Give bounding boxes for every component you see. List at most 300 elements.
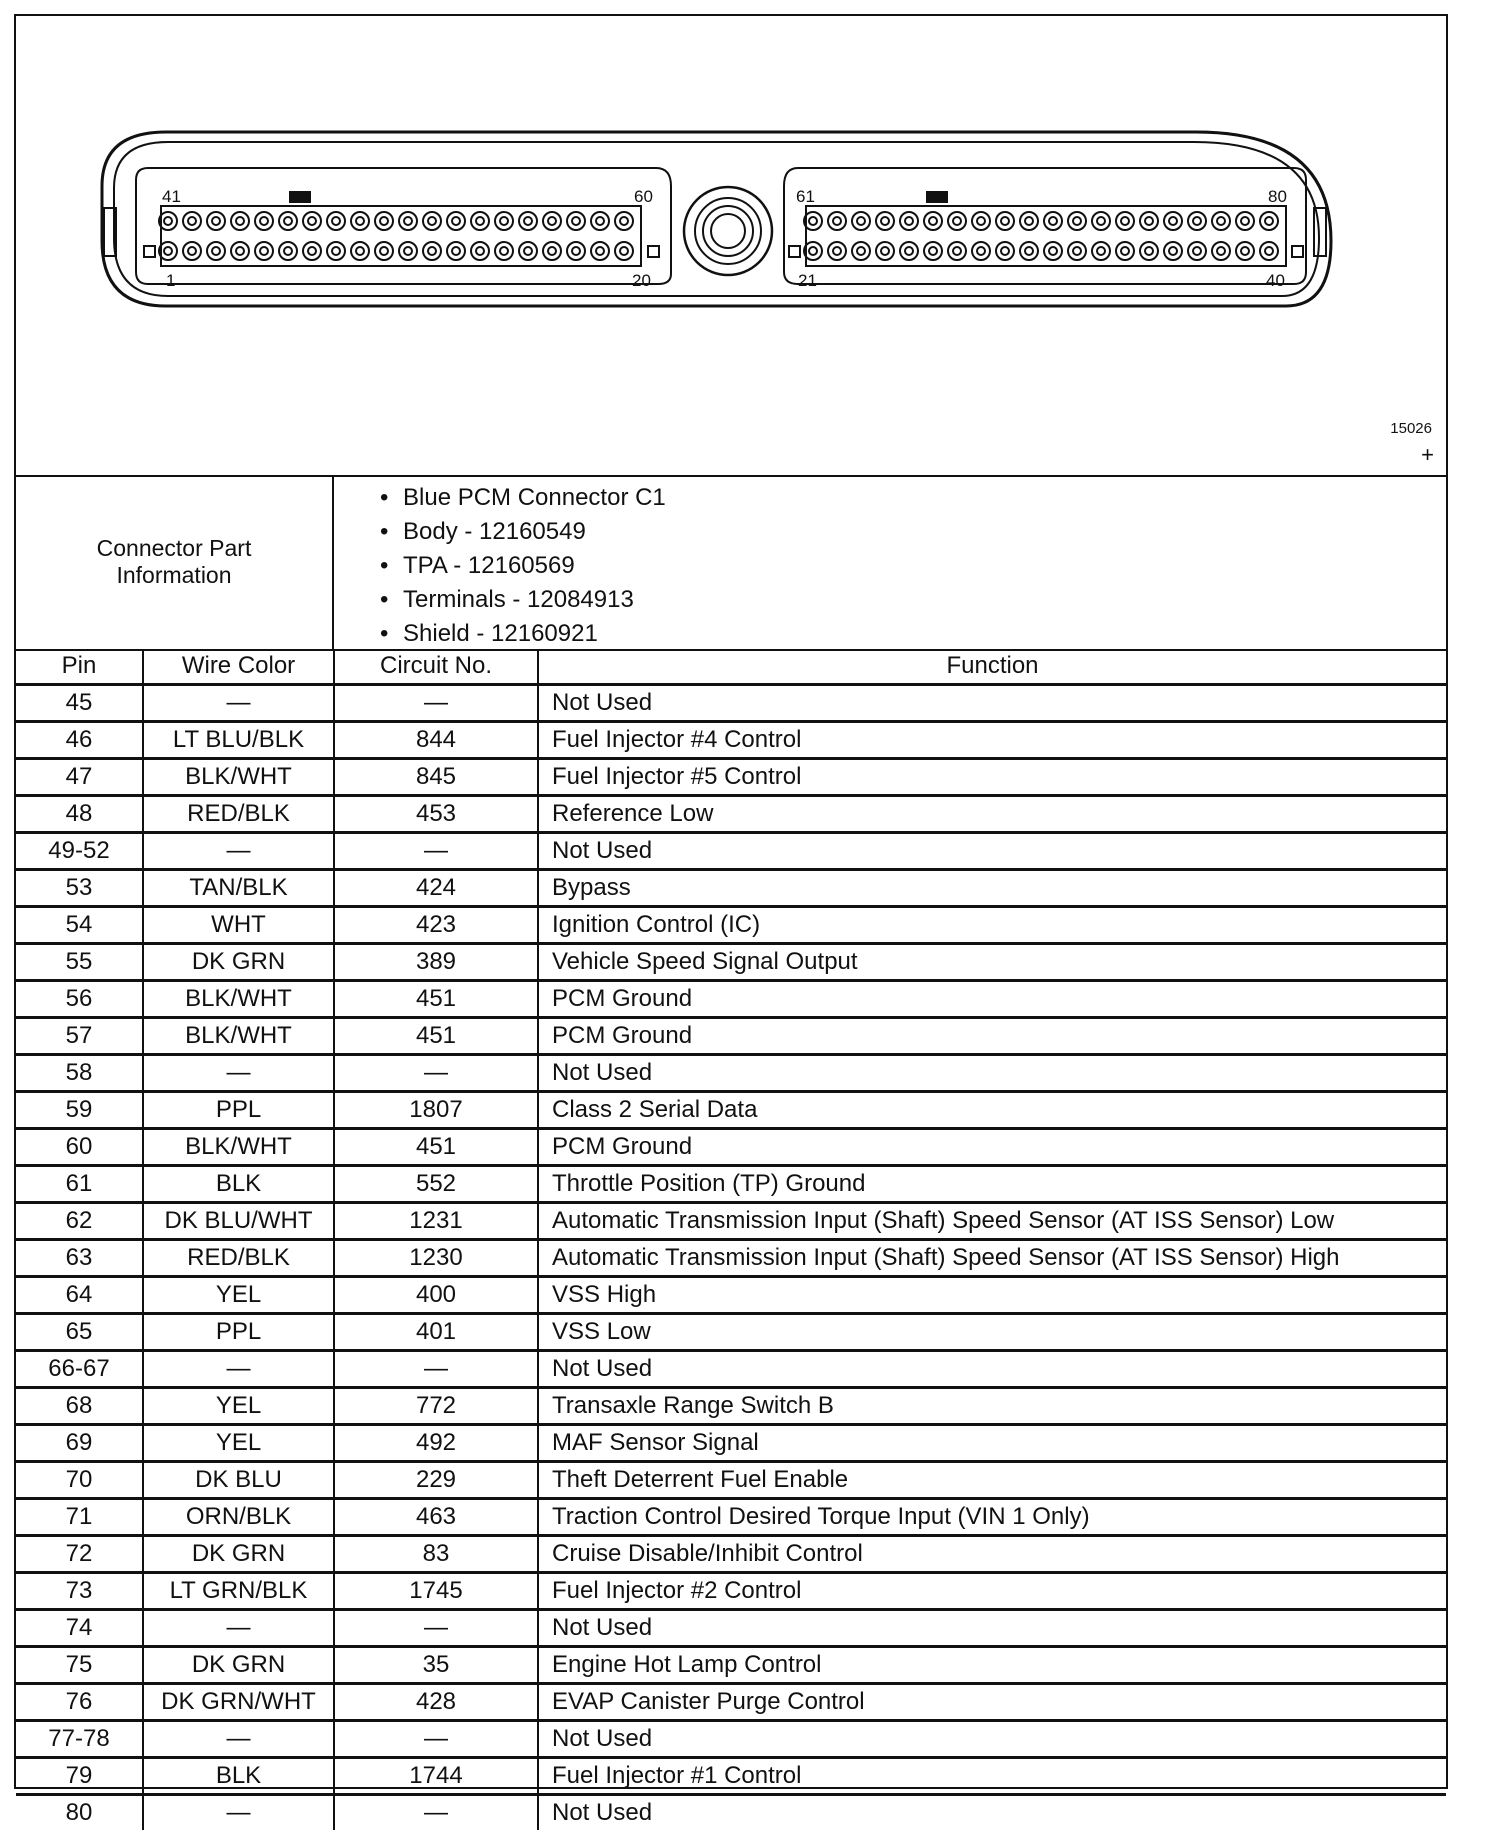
- pin-cavity: [972, 242, 990, 260]
- wire-color-cell: DK GRN: [143, 1647, 334, 1684]
- connector-figure: [16, 16, 1446, 477]
- pin-cavity-inner: [620, 217, 628, 225]
- pin-cavity-inner: [284, 247, 292, 255]
- pin-cavity-inner: [404, 217, 412, 225]
- pin-cavity-inner: [977, 217, 985, 225]
- wire-color-cell: —: [143, 833, 334, 870]
- connector-info-label-line2: Information: [97, 562, 252, 589]
- pin-cavity-inner: [356, 247, 364, 255]
- pin-cavity: [1236, 242, 1254, 260]
- table-row: [16, 685, 1446, 722]
- table-row: [16, 722, 1446, 759]
- pin-cavity: [183, 212, 201, 230]
- pin-cell: 45: [16, 685, 143, 722]
- connector-info-item: • TPA - 12160569: [380, 549, 666, 583]
- pin-cavity-inner: [164, 247, 172, 255]
- circuit-cell: 844: [334, 722, 538, 759]
- table-header-row: [16, 649, 1446, 685]
- pin-cell: 53: [16, 870, 143, 907]
- pin-cavity-inner: [452, 247, 460, 255]
- circuit-cell: 463: [334, 1499, 538, 1536]
- pin-cell: 73: [16, 1573, 143, 1610]
- pin-cavity: [996, 212, 1014, 230]
- pin-cell: 69: [16, 1425, 143, 1462]
- pin-cell: 47: [16, 759, 143, 796]
- pin-label-80: 80: [1268, 187, 1287, 206]
- circuit-cell: 492: [334, 1425, 538, 1462]
- function-cell: Ignition Control (IC): [538, 907, 1446, 944]
- pin-cavity-inner: [620, 247, 628, 255]
- pin-cavity-inner: [212, 247, 220, 255]
- circuit-cell: 229: [334, 1462, 538, 1499]
- table-row: [16, 1314, 1446, 1351]
- pin-cavity: [351, 212, 369, 230]
- connector-info-label-line1: Connector Part: [97, 535, 252, 562]
- pin-cavity: [1020, 242, 1038, 260]
- connector-info: [16, 475, 1446, 651]
- function-cell: Class 2 Serial Data: [538, 1092, 1446, 1129]
- pin-cavity-inner: [428, 217, 436, 225]
- pin-cavity: [948, 212, 966, 230]
- function-cell: Engine Hot Lamp Control: [538, 1647, 1446, 1684]
- pin-cavity: [303, 212, 321, 230]
- pin-cavity: [1164, 242, 1182, 260]
- pin-cavity-inner: [857, 247, 865, 255]
- table-row: [16, 981, 1446, 1018]
- wire-color-cell: WHT: [143, 907, 334, 944]
- pin-cavity-inner: [977, 247, 985, 255]
- wire-color-cell: RED/BLK: [143, 796, 334, 833]
- circuit-cell: —: [334, 1721, 538, 1758]
- table-row: [16, 1536, 1446, 1573]
- pin-cavity: [495, 242, 513, 260]
- wire-color-cell: —: [143, 1351, 334, 1388]
- circuit-cell: 453: [334, 796, 538, 833]
- pin-cell: 63: [16, 1240, 143, 1277]
- table-row: [16, 1388, 1446, 1425]
- pin-cell: 80: [16, 1795, 143, 1830]
- pin-cavity-inner: [1001, 247, 1009, 255]
- pin-cavity-inner: [236, 247, 244, 255]
- pin-cell: 75: [16, 1647, 143, 1684]
- pin-cavity: [1068, 242, 1086, 260]
- document-frame: [14, 14, 1448, 1789]
- pin-cavity: [1044, 212, 1062, 230]
- pin-cavity-inner: [212, 217, 220, 225]
- table-row: [16, 944, 1446, 981]
- table-row: [16, 1573, 1446, 1610]
- function-cell: Automatic Transmission Input (Shaft) Speed Sensor (AT ISS Sensor) High: [538, 1240, 1446, 1277]
- function-cell: Not Used: [538, 1351, 1446, 1388]
- connector-info-item: • Body - 12160549: [380, 515, 666, 549]
- pin-cavity: [900, 242, 918, 260]
- pin-cavity: [1212, 212, 1230, 230]
- table-row: [16, 759, 1446, 796]
- circuit-cell: 423: [334, 907, 538, 944]
- pin-cavity-inner: [1049, 217, 1057, 225]
- pin-cavity: [375, 212, 393, 230]
- function-cell: Theft Deterrent Fuel Enable: [538, 1462, 1446, 1499]
- function-cell: Vehicle Speed Signal Output: [538, 944, 1446, 981]
- circuit-cell: 389: [334, 944, 538, 981]
- pin-cavity-inner: [380, 247, 388, 255]
- pin-cavity-inner: [572, 247, 580, 255]
- pin-cavity: [828, 242, 846, 260]
- pin-cavity: [375, 242, 393, 260]
- pin-cavity-inner: [548, 247, 556, 255]
- wire-color-cell: —: [143, 1721, 334, 1758]
- pin-cavity-inner: [1193, 217, 1201, 225]
- pin-cavity: [471, 242, 489, 260]
- pin-cavity: [996, 242, 1014, 260]
- pin-cavity: [1188, 212, 1206, 230]
- pin-cell: 54: [16, 907, 143, 944]
- pin-cavity: [852, 242, 870, 260]
- figure-id: 15026: [1390, 420, 1432, 437]
- function-cell: EVAP Canister Purge Control: [538, 1684, 1446, 1721]
- pin-cavity-inner: [929, 247, 937, 255]
- table-row: [16, 1129, 1446, 1166]
- wire-color-cell: DK BLU: [143, 1462, 334, 1499]
- bullet-icon: •: [380, 481, 403, 515]
- bullet-icon: •: [380, 549, 403, 583]
- table-row: [16, 1166, 1446, 1203]
- pin-cavity: [924, 212, 942, 230]
- wire-color-cell: DK BLU/WHT: [143, 1203, 334, 1240]
- header-pin: Pin: [16, 649, 143, 685]
- pin-cavity-inner: [188, 217, 196, 225]
- wire-color-cell: YEL: [143, 1425, 334, 1462]
- table-row: [16, 1240, 1446, 1277]
- pin-cavity: [972, 212, 990, 230]
- pin-cavity: [924, 242, 942, 260]
- function-cell: Automatic Transmission Input (Shaft) Speed Sensor (AT ISS Sensor) Low: [538, 1203, 1446, 1240]
- pin-cavity: [900, 212, 918, 230]
- bullet-icon: •: [380, 583, 403, 617]
- pin-label-61: 61: [796, 187, 815, 206]
- circuit-cell: —: [334, 1055, 538, 1092]
- function-cell: Reference Low: [538, 796, 1446, 833]
- table-row: [16, 1462, 1446, 1499]
- circuit-cell: 1744: [334, 1758, 538, 1795]
- function-cell: Fuel Injector #4 Control: [538, 722, 1446, 759]
- pin-cavity-inner: [1265, 247, 1273, 255]
- circuit-cell: 1230: [334, 1240, 538, 1277]
- wire-color-cell: BLK: [143, 1758, 334, 1795]
- pin-cavity: [543, 242, 561, 260]
- pin-cavity-inner: [1265, 217, 1273, 225]
- bullet-icon: •: [380, 515, 403, 549]
- connector-info-label: [16, 475, 334, 649]
- pin-label-41: 41: [162, 187, 181, 206]
- pin-cavity-inner: [1169, 247, 1177, 255]
- function-cell: Not Used: [538, 685, 1446, 722]
- pin-cavity-inner: [596, 217, 604, 225]
- pin-cavity-inner: [1121, 247, 1129, 255]
- pin-cavity-inner: [356, 217, 364, 225]
- pin-cavity: [399, 242, 417, 260]
- circuit-cell: 451: [334, 1018, 538, 1055]
- pin-cavity: [447, 212, 465, 230]
- pin-cavity: [1020, 212, 1038, 230]
- pin-cell: 65: [16, 1314, 143, 1351]
- wire-color-cell: PPL: [143, 1314, 334, 1351]
- pin-cavity-inner: [881, 247, 889, 255]
- function-cell: Cruise Disable/Inhibit Control: [538, 1536, 1446, 1573]
- pin-cavity: [828, 212, 846, 230]
- pin-cavity-inner: [809, 247, 817, 255]
- pin-cavity: [615, 242, 633, 260]
- pin-cavity: [303, 242, 321, 260]
- table-row: [16, 796, 1446, 833]
- circuit-cell: 772: [334, 1388, 538, 1425]
- pin-cavity: [255, 212, 273, 230]
- table-row: [16, 1277, 1446, 1314]
- pin-cavity-inner: [404, 247, 412, 255]
- pin-cavity-inner: [260, 217, 268, 225]
- function-cell: VSS Low: [538, 1314, 1446, 1351]
- pin-cavity: [231, 212, 249, 230]
- pin-cavity-inner: [524, 247, 532, 255]
- circuit-cell: 83: [334, 1536, 538, 1573]
- circuit-cell: 845: [334, 759, 538, 796]
- pin-cavity: [1260, 242, 1278, 260]
- wire-color-cell: DK GRN/WHT: [143, 1684, 334, 1721]
- circuit-cell: 451: [334, 981, 538, 1018]
- pin-cavity: [1116, 242, 1134, 260]
- pin-cavity-inner: [164, 217, 172, 225]
- pin-cavity-inner: [188, 247, 196, 255]
- pin-cavity: [495, 212, 513, 230]
- table-row: [16, 1758, 1446, 1795]
- pin-cavity-inner: [428, 247, 436, 255]
- pin-cavity: [519, 212, 537, 230]
- pin-cavity-inner: [1025, 217, 1033, 225]
- table-row: [16, 1499, 1446, 1536]
- pin-cavity: [1236, 212, 1254, 230]
- pin-cavity: [279, 242, 297, 260]
- wire-color-cell: BLK/WHT: [143, 1018, 334, 1055]
- wire-color-cell: —: [143, 1795, 334, 1830]
- pin-cavity-inner: [524, 217, 532, 225]
- pin-cavity-inner: [332, 217, 340, 225]
- pin-cavity-inner: [476, 217, 484, 225]
- table-row: [16, 1055, 1446, 1092]
- pin-label-21: 21: [798, 271, 817, 290]
- pin-cell: 64: [16, 1277, 143, 1314]
- table-row: [16, 1795, 1446, 1830]
- pin-cavity: [1092, 212, 1110, 230]
- wire-color-cell: BLK/WHT: [143, 759, 334, 796]
- pin-cavity-inner: [332, 247, 340, 255]
- pin-cavity-inner: [500, 217, 508, 225]
- wire-color-cell: DK GRN: [143, 1536, 334, 1573]
- pin-cavity: [447, 242, 465, 260]
- pin-cavity-inner: [284, 217, 292, 225]
- pin-cavity-inner: [1097, 247, 1105, 255]
- circuit-cell: —: [334, 1795, 538, 1830]
- connector-info-item: • Blue PCM Connector C1: [380, 481, 666, 515]
- pin-cavity: [1212, 242, 1230, 260]
- table-row: [16, 1721, 1446, 1758]
- wire-color-cell: —: [143, 1610, 334, 1647]
- pin-cell: 74: [16, 1610, 143, 1647]
- pin-cell: 70: [16, 1462, 143, 1499]
- pin-cavity: [183, 242, 201, 260]
- bullet-icon: •: [380, 617, 403, 651]
- function-cell: Fuel Injector #1 Control: [538, 1758, 1446, 1795]
- function-cell: Not Used: [538, 1610, 1446, 1647]
- pin-cell: 79: [16, 1758, 143, 1795]
- pin-cell: 71: [16, 1499, 143, 1536]
- circuit-cell: —: [334, 1610, 538, 1647]
- table-row: [16, 1425, 1446, 1462]
- pin-cavity: [876, 242, 894, 260]
- pin-cavity-inner: [1073, 247, 1081, 255]
- circuit-cell: 400: [334, 1277, 538, 1314]
- pin-cavity-inner: [308, 217, 316, 225]
- pin-cell: 49-52: [16, 833, 143, 870]
- pin-cavity-inner: [809, 217, 817, 225]
- circuit-cell: 401: [334, 1314, 538, 1351]
- figure-plus: +: [1421, 444, 1434, 466]
- pin-cavity-inner: [380, 217, 388, 225]
- pin-cavity: [231, 242, 249, 260]
- table-row: [16, 833, 1446, 870]
- function-cell: Fuel Injector #5 Control: [538, 759, 1446, 796]
- pin-cavity-inner: [1145, 217, 1153, 225]
- pin-label-40: 40: [1266, 271, 1285, 290]
- pin-cavity-inner: [1193, 247, 1201, 255]
- table-row: [16, 1684, 1446, 1721]
- function-cell: MAF Sensor Signal: [538, 1425, 1446, 1462]
- pin-cavity: [399, 212, 417, 230]
- circuit-cell: —: [334, 833, 538, 870]
- function-cell: PCM Ground: [538, 1129, 1446, 1166]
- header-function: Function: [538, 649, 1446, 685]
- pin-table: [16, 649, 1446, 1830]
- pin-cavity-inner: [833, 247, 841, 255]
- pin-cavity-inner: [476, 247, 484, 255]
- pin-cavity-inner: [1073, 217, 1081, 225]
- circuit-cell: —: [334, 1351, 538, 1388]
- table-row: [16, 870, 1446, 907]
- pin-cell: 72: [16, 1536, 143, 1573]
- pin-cell: 58: [16, 1055, 143, 1092]
- pin-cavity-inner: [308, 247, 316, 255]
- pin-cavity: [207, 242, 225, 260]
- pin-cell: 68: [16, 1388, 143, 1425]
- wire-color-cell: RED/BLK: [143, 1240, 334, 1277]
- wire-color-cell: —: [143, 1055, 334, 1092]
- pin-cell: 48: [16, 796, 143, 833]
- pin-cavity: [1044, 242, 1062, 260]
- function-cell: PCM Ground: [538, 981, 1446, 1018]
- wire-color-cell: LT BLU/BLK: [143, 722, 334, 759]
- pin-cavity: [948, 242, 966, 260]
- pin-cavity: [591, 212, 609, 230]
- pin-cavity: [423, 242, 441, 260]
- function-cell: Throttle Position (TP) Ground: [538, 1166, 1446, 1203]
- pin-cavity: [852, 212, 870, 230]
- function-cell: PCM Ground: [538, 1018, 1446, 1055]
- pin-cavity: [207, 212, 225, 230]
- pin-cavity-inner: [905, 217, 913, 225]
- pin-cavity-inner: [929, 217, 937, 225]
- header-wire-color: Wire Color: [143, 649, 334, 685]
- pin-cell: 60: [16, 1129, 143, 1166]
- pin-cavity: [1140, 212, 1158, 230]
- pin-cavity: [1164, 212, 1182, 230]
- table-row: [16, 1610, 1446, 1647]
- pin-cavity-inner: [953, 247, 961, 255]
- pin-cavity: [876, 212, 894, 230]
- pin-cavity-inner: [905, 247, 913, 255]
- pin-cavity: [567, 242, 585, 260]
- wire-color-cell: BLK/WHT: [143, 981, 334, 1018]
- pin-cavity-inner: [1145, 247, 1153, 255]
- pin-cell: 46: [16, 722, 143, 759]
- pin-cavity-inner: [1097, 217, 1105, 225]
- pin-cavity-inner: [1121, 217, 1129, 225]
- pin-cavity: [423, 212, 441, 230]
- pin-cavity-inner: [1241, 217, 1249, 225]
- function-cell: Transaxle Range Switch B: [538, 1388, 1446, 1425]
- connector-info-list: [380, 481, 666, 651]
- pin-cavity: [279, 212, 297, 230]
- pin-cavity: [1140, 242, 1158, 260]
- pin-cavity-inner: [236, 217, 244, 225]
- pin-cavity: [1092, 242, 1110, 260]
- function-cell: Not Used: [538, 1795, 1446, 1830]
- pin-cavity: [591, 242, 609, 260]
- pin-cavity-inner: [857, 217, 865, 225]
- table-row: [16, 1351, 1446, 1388]
- circuit-cell: 451: [334, 1129, 538, 1166]
- pin-cavity-inner: [1241, 247, 1249, 255]
- pin-cavity: [1068, 212, 1086, 230]
- pin-cavity-inner: [260, 247, 268, 255]
- circuit-cell: 552: [334, 1166, 538, 1203]
- function-cell: Not Used: [538, 1721, 1446, 1758]
- wire-color-cell: ORN/BLK: [143, 1499, 334, 1536]
- circuit-cell: 1745: [334, 1573, 538, 1610]
- pin-cavity-inner: [1025, 247, 1033, 255]
- pin-cavity: [567, 212, 585, 230]
- pin-cavity: [471, 212, 489, 230]
- function-cell: Not Used: [538, 833, 1446, 870]
- pin-cavity: [327, 242, 345, 260]
- pin-label-1: 1: [166, 271, 175, 290]
- wire-color-cell: BLK: [143, 1166, 334, 1203]
- pin-cell: 55: [16, 944, 143, 981]
- pin-cavity: [255, 242, 273, 260]
- table-row: [16, 1092, 1446, 1129]
- function-cell: VSS High: [538, 1277, 1446, 1314]
- connector-info-item: • Terminals - 12084913: [380, 583, 666, 617]
- connector-drawing: [16, 16, 1446, 475]
- wire-color-cell: DK GRN: [143, 944, 334, 981]
- pin-cell: 61: [16, 1166, 143, 1203]
- circuit-cell: 35: [334, 1647, 538, 1684]
- pin-cavity-inner: [596, 247, 604, 255]
- pin-cavity-inner: [452, 217, 460, 225]
- pin-label-20: 20: [632, 271, 651, 290]
- connector-info-item: • Shield - 12160921: [380, 617, 666, 651]
- pin-cell: 57: [16, 1018, 143, 1055]
- table-row: [16, 1647, 1446, 1684]
- pin-cavity: [1188, 242, 1206, 260]
